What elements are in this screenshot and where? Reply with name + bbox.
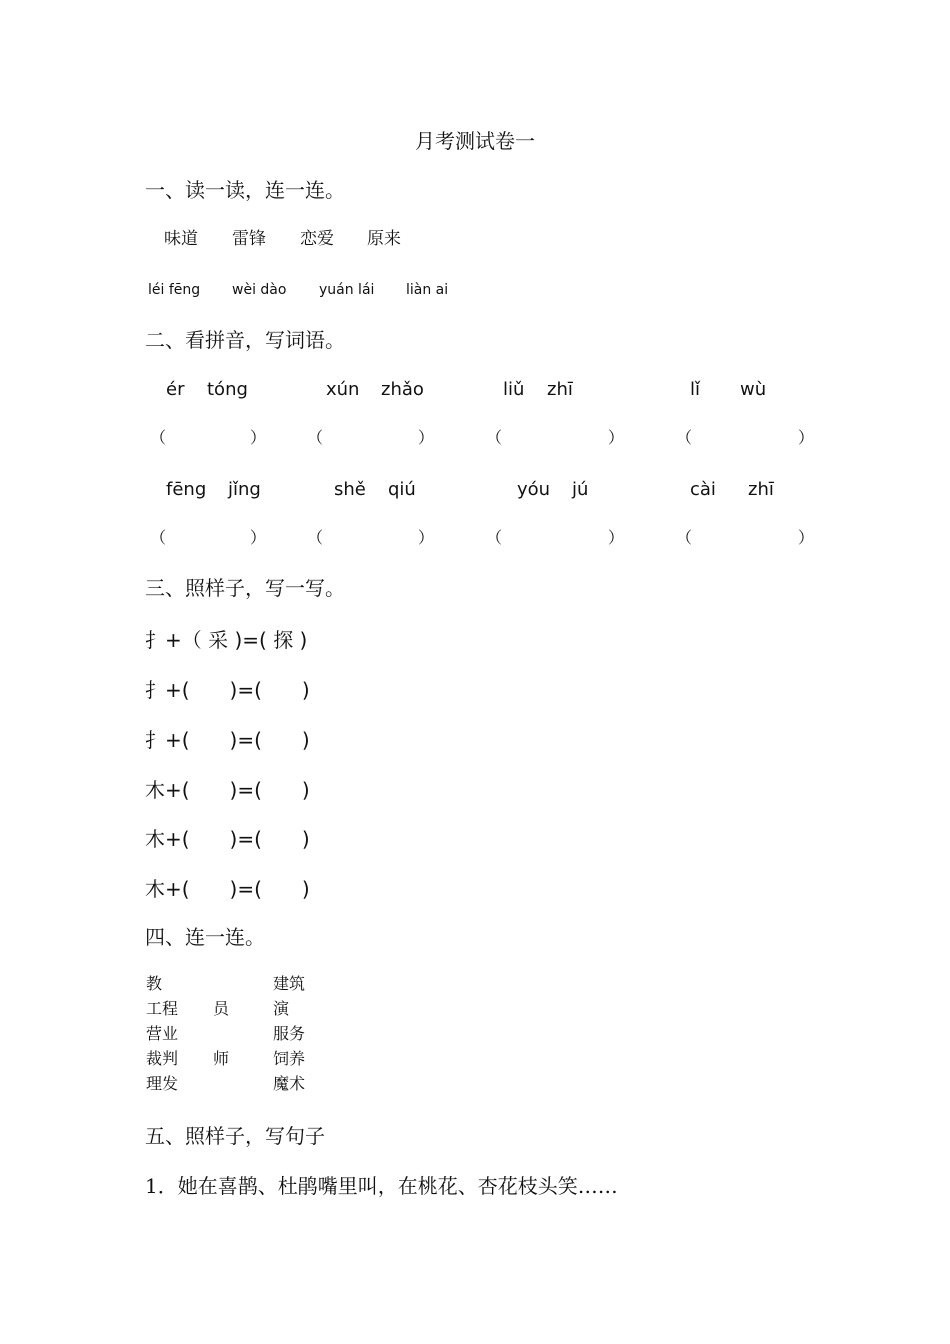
pinyin-syllable: ér xyxy=(166,379,185,400)
answer-paren-open: （ xyxy=(307,428,324,447)
match-left-item: 工程 xyxy=(146,999,179,1018)
pinyin-syllable: cài xyxy=(690,479,716,500)
page-title: 月考测试卷一 xyxy=(415,129,535,153)
section-1-heading: 一、读一读，连一连。 xyxy=(145,178,345,202)
match-right-item: 魔术 xyxy=(273,1074,306,1093)
pinyin-syllable: yóu xyxy=(517,479,551,500)
pinyin-syllable: zhǎo xyxy=(381,379,424,400)
answer-paren-open: （ xyxy=(150,528,167,547)
answer-paren-open: （ xyxy=(486,528,503,547)
pinyin-syllable: qiú xyxy=(388,479,416,500)
s1-pinyin: yuán lái xyxy=(319,282,375,298)
s1-pinyin: wèi dào xyxy=(232,282,287,298)
match-middle-item: 师 xyxy=(213,1049,230,1068)
radical-exercise: 木+( )=( ) xyxy=(145,877,310,901)
match-middle-item: 员 xyxy=(213,999,230,1018)
s1-pinyin: liàn ai xyxy=(406,282,449,298)
match-left-item: 理发 xyxy=(146,1074,179,1093)
section-2-heading: 二、看拼音，写词语。 xyxy=(145,328,345,352)
answer-paren-close: ） xyxy=(250,528,267,547)
radical-exercise: 扌+( )=( ) xyxy=(145,728,310,752)
s1-word: 恋爱 xyxy=(300,229,334,249)
s1-pinyin: léi fēng xyxy=(148,282,201,298)
pinyin-syllable: jú xyxy=(572,479,589,500)
pinyin-syllable: liǔ xyxy=(503,379,525,400)
answer-paren-close: ） xyxy=(798,528,815,547)
pinyin-syllable: shě xyxy=(334,479,366,500)
answer-paren-close: ） xyxy=(608,528,625,547)
pinyin-syllable: zhī xyxy=(547,379,573,400)
radical-exercise: 扌+( )=( ) xyxy=(145,678,310,702)
answer-paren-open: （ xyxy=(676,528,693,547)
pinyin-syllable: lǐ xyxy=(690,379,701,400)
match-left-item: 教 xyxy=(146,974,163,993)
radical-exercise: 木+( )=( ) xyxy=(145,778,310,802)
pinyin-syllable: xún xyxy=(326,379,360,400)
match-right-item: 饲养 xyxy=(273,1049,306,1068)
section-4-heading: 四、连一连。 xyxy=(145,925,265,949)
pinyin-syllable: wù xyxy=(740,379,767,400)
s1-word: 味道 xyxy=(164,229,198,249)
s1-word: 雷锋 xyxy=(232,229,266,249)
radical-example: 扌+（ 采 )=( 探 ) xyxy=(145,628,308,652)
answer-paren-open: （ xyxy=(307,528,324,547)
s1-word: 原来 xyxy=(367,229,401,249)
match-left-item: 营业 xyxy=(146,1024,179,1043)
match-left-item: 裁判 xyxy=(146,1049,179,1068)
answer-paren-close: ） xyxy=(418,528,435,547)
answer-paren-open: （ xyxy=(150,428,167,447)
pinyin-syllable: jǐng xyxy=(228,479,261,500)
match-right-item: 演 xyxy=(273,999,290,1018)
answer-paren-close: ） xyxy=(250,428,267,447)
section-3-heading: 三、照样子，写一写。 xyxy=(145,576,345,600)
radical-exercise: 木+( )=( ) xyxy=(145,827,310,851)
answer-paren-close: ） xyxy=(418,428,435,447)
pinyin-syllable: tóng xyxy=(207,379,248,400)
answer-paren-close: ） xyxy=(608,428,625,447)
pinyin-syllable: fēng xyxy=(166,479,207,500)
answer-paren-open: （ xyxy=(486,428,503,447)
answer-paren-open: （ xyxy=(676,428,693,447)
section-5-heading: 五、照样子，写句子 xyxy=(145,1124,325,1148)
match-right-item: 服务 xyxy=(273,1024,306,1043)
example-sentence: 1．她在喜鹊、杜鹃嘴里叫，在桃花、杏花枝头笑…… xyxy=(145,1174,618,1198)
pinyin-syllable: zhī xyxy=(748,479,774,500)
answer-paren-close: ） xyxy=(798,428,815,447)
match-right-item: 建筑 xyxy=(273,974,306,993)
